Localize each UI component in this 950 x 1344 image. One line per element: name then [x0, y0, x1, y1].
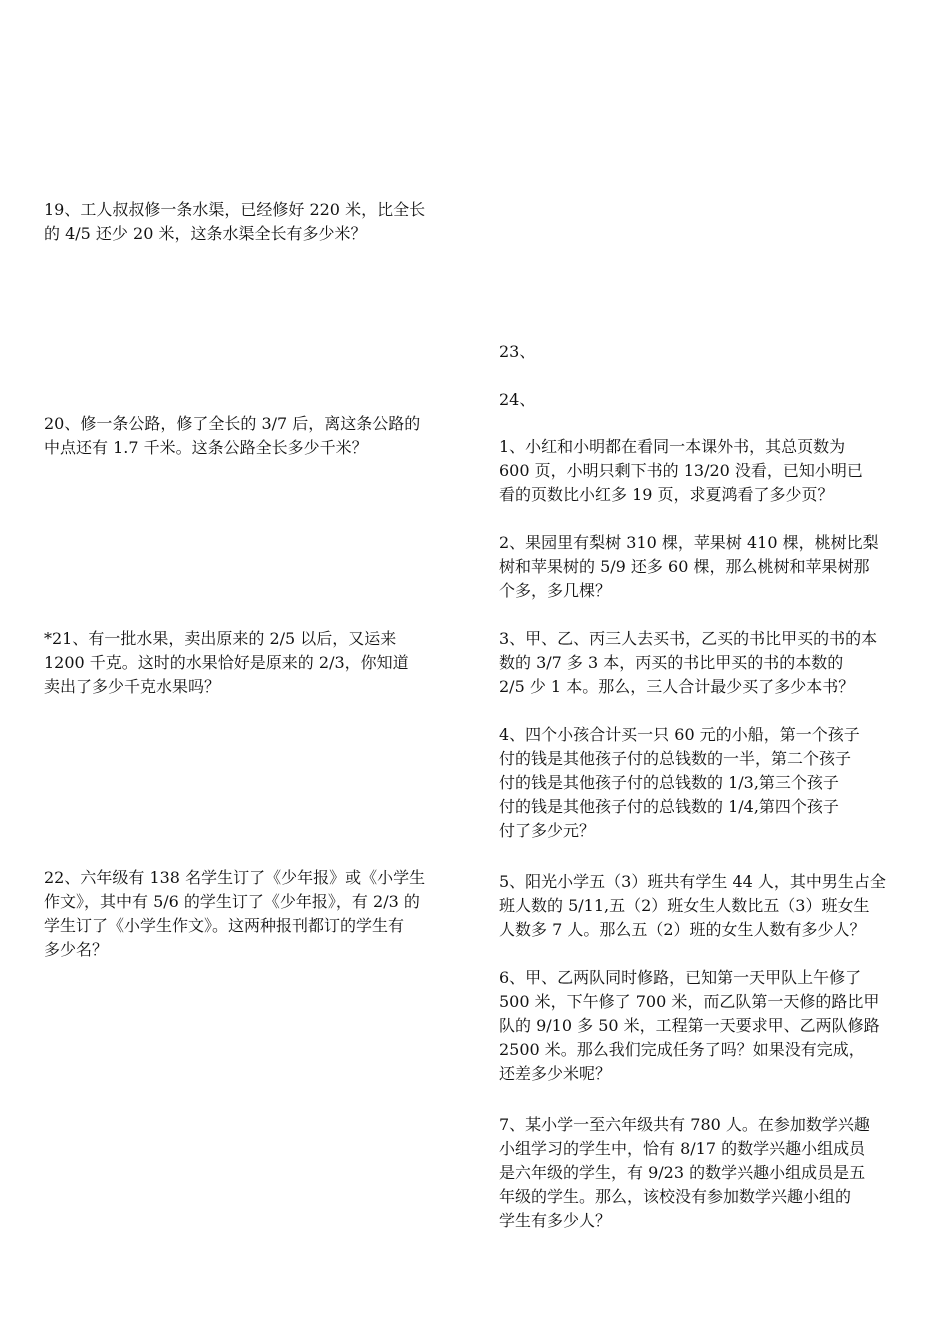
problem-line: *21、有一批水果，卖出原来的 2/5 以后，又运来 [44, 629, 397, 648]
problem-line: 人数多 7 人。那么五（2）班的女生人数有多少人？ [499, 920, 866, 939]
problem-line: 个多，多几棵？ [499, 581, 612, 600]
problem-line: 付的钱是其他孩子付的总钱数的一半，第二个孩子 [499, 749, 852, 768]
problem-line: 19、工人叔叔修一条水渠，已经修好 220 米，比全长 [44, 200, 426, 219]
problem-line: 2、果园里有梨树 310 棵，苹果树 410 棵，桃树比梨 [499, 533, 879, 552]
problem-24 [499, 388, 929, 412]
problem-line: 树和苹果树的 5/9 还多 60 棵，那么桃树和苹果树那 [499, 557, 870, 576]
problem-7 [499, 1113, 929, 1233]
problem-20 [44, 412, 474, 460]
problem-1 [499, 435, 929, 507]
problem-line: 卖出了多少千克水果吗？ [44, 677, 221, 696]
problem-line: 队的 9/10 多 50 米，工程第一天要求甲、乙两队修路 [499, 1016, 880, 1035]
problem-line: 1200 千克。这时的水果恰好是原来的 2/3，你知道 [44, 653, 409, 672]
problem-line: 付的钱是其他孩子付的总钱数的 1/4,第四个孩子 [499, 797, 839, 816]
problem-6 [499, 966, 929, 1086]
problem-21 [44, 627, 474, 699]
problem-3 [499, 627, 929, 699]
problem-line: 600 页，小明只剩下书的 13/20 没看，已知小明已 [499, 461, 863, 480]
problem-line: 6、甲、乙两队同时修路，已知第一天甲队上午修了 [499, 968, 862, 987]
problem-2 [499, 531, 929, 603]
problem-line: 4、四个小孩合计买一只 60 元的小船，第一个孩子 [499, 725, 860, 744]
problem-line: 还差多少米呢？ [499, 1064, 612, 1083]
problem-line: 1、小红和小明都在看同一本课外书，其总页数为 [499, 437, 846, 456]
problem-23 [499, 340, 929, 364]
problem-line: 的 4/5 还少 20 米，这条水渠全长有多少米？ [44, 224, 367, 243]
problem-4 [499, 723, 929, 843]
problem-line: 500 米，下午修了 700 米，而乙队第一天修的路比甲 [499, 992, 880, 1011]
problem-line: 2/5 少 1 本。那么，三人合计最少买了多少本书？ [499, 677, 855, 696]
problem-line: 学生有多少人？ [499, 1211, 612, 1230]
problem-line: 20、修一条公路，修了全长的 3/7 后，离这条公路的 [44, 414, 421, 433]
problem-line: 年级的学生。那么，该校没有参加数学兴趣小组的 [499, 1187, 852, 1206]
problem-line: 24、 [499, 390, 536, 409]
problem-line: 班人数的 5/11,五（2）班女生人数比五（3）班女生 [499, 896, 870, 915]
problem-22 [44, 866, 474, 962]
problem-line: 作文》，其中有 5/6 的学生订了《少年报》，有 2/3 的 [44, 892, 420, 911]
problem-line: 小组学习的学生中，恰有 8/17 的数学兴趣小组成员 [499, 1139, 866, 1158]
problem-line: 23、 [499, 342, 536, 361]
problem-19 [44, 198, 474, 246]
problem-line: 5、阳光小学五（3）班共有学生 44 人，其中男生占全 [499, 872, 886, 891]
problem-line: 学生订了《小学生作文》。这两种报刊都订的学生有 [44, 916, 405, 935]
problem-line: 付的钱是其他孩子付的总钱数的 1/3,第三个孩子 [499, 773, 839, 792]
problem-line: 多少名？ [44, 940, 109, 959]
problem-line: 7、某小学一至六年级共有 780 人。在参加数学兴趣 [499, 1115, 870, 1134]
problem-line: 是六年级的学生，有 9/23 的数学兴趣小组成员是五 [499, 1163, 866, 1182]
problem-line: 付了多少元？ [499, 821, 596, 840]
problem-line: 22、六年级有 138 名学生订了《少年报》或《小学生 [44, 868, 426, 887]
problem-line: 中点还有 1.7 千米。这条公路全长多少千米？ [44, 438, 368, 457]
problem-line: 看的页数比小红多 19 页，求夏鸿看了多少页？ [499, 485, 834, 504]
problem-5 [499, 870, 929, 942]
problem-line: 3、甲、乙、丙三人去买书，乙买的书比甲买的书的本 [499, 629, 878, 648]
problem-line: 2500 米。那么我们完成任务了吗？如果没有完成， [499, 1040, 865, 1059]
problem-line: 数的 3/7 多 3 本，丙买的书比甲买的书的本数的 [499, 653, 844, 672]
